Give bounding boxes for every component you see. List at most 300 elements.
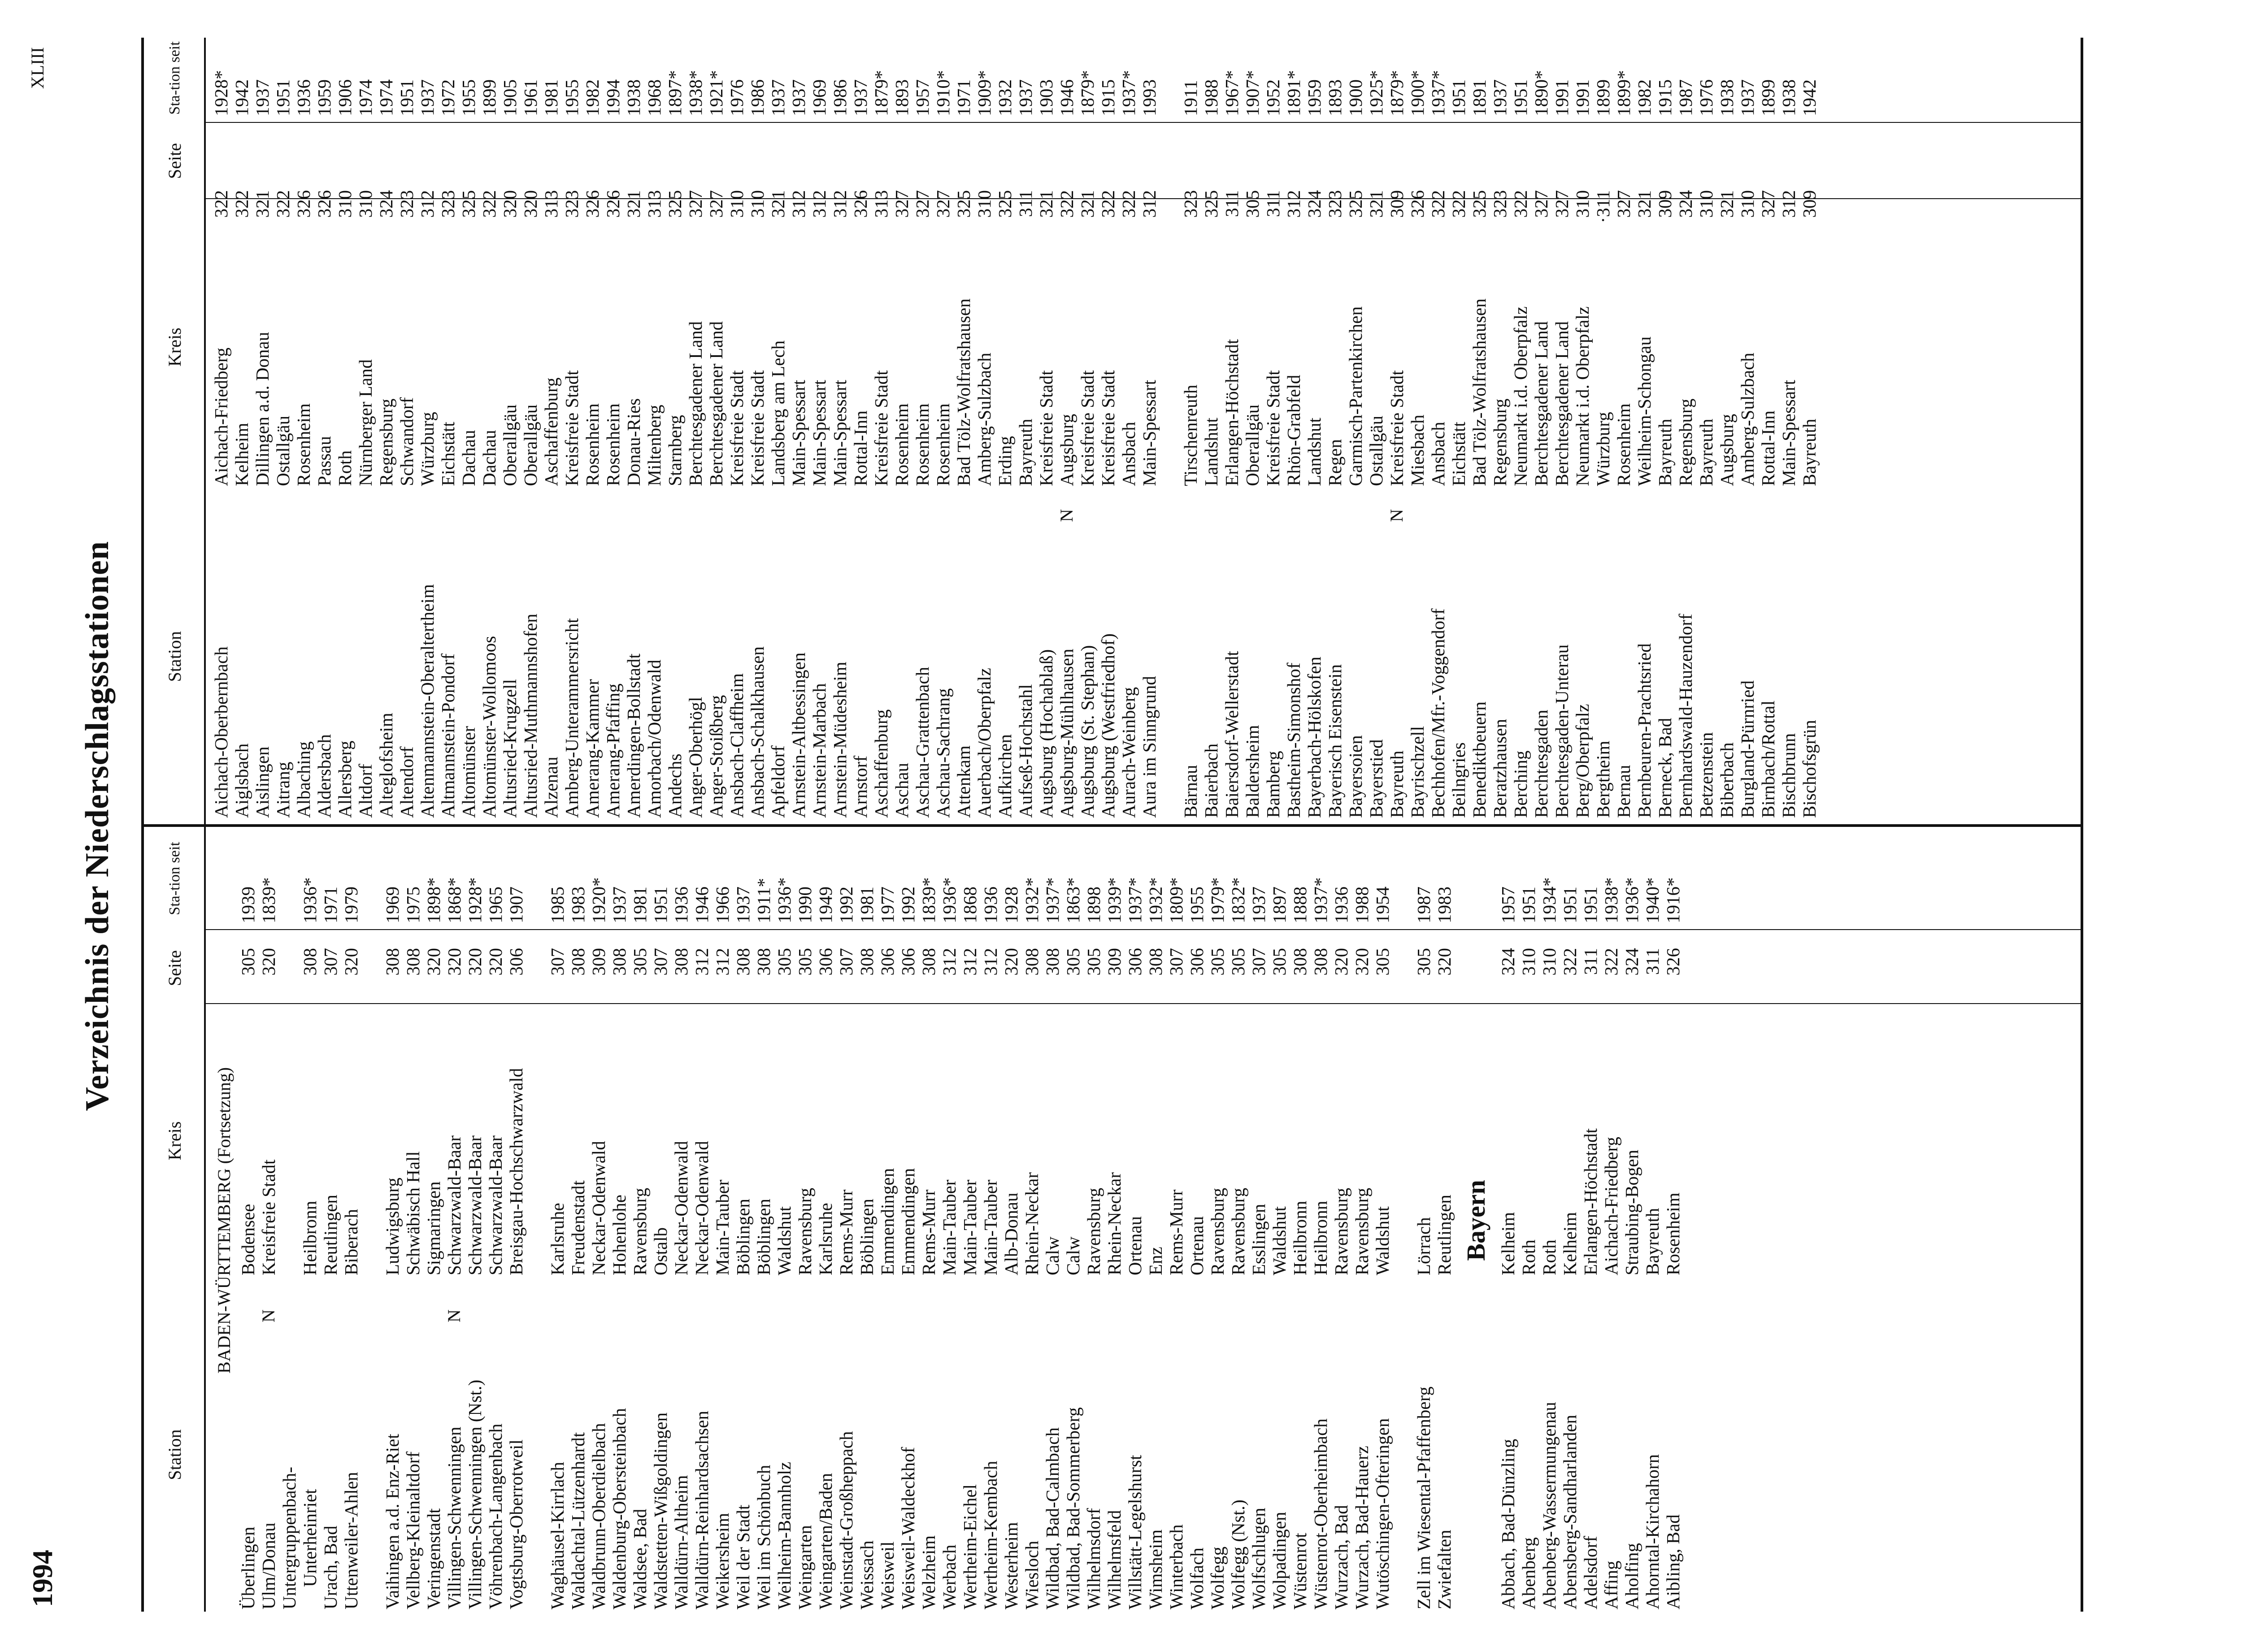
kreis-name: Esslingen — [1248, 1204, 1269, 1275]
seite-value: 324 — [1621, 948, 1642, 976]
seite-value: 311 — [1580, 948, 1601, 975]
table-row — [1593, 38, 1613, 818]
station-seit-value: 1937 — [1737, 79, 1758, 116]
kreis-name: Neckar-Odenwald — [588, 1141, 609, 1275]
station-seit-value: 1915 — [1098, 79, 1118, 116]
kreis-name: Ravensburg — [1207, 1187, 1228, 1275]
station-seit-value: 1991 — [1572, 79, 1593, 116]
station-seit-value: 1898* — [423, 877, 444, 923]
kreis-name: Berchtesgadener Land — [1551, 321, 1572, 486]
station-name: Wurzach, Bad-Hauerz — [1351, 1446, 1372, 1609]
seite-value: 306 — [815, 948, 836, 976]
kreis-name: Rems-Murr — [836, 1189, 856, 1275]
station-name: Berching — [1510, 750, 1531, 818]
station-seit-value: 1969 — [809, 79, 830, 116]
table-row — [273, 38, 293, 818]
station-name: Altenmannstein-Oberaltertheim — [417, 584, 438, 818]
kreis-name: Rottal-Inn — [1758, 410, 1778, 486]
seite-value: 321 — [1036, 190, 1056, 218]
kreis-name: Regen — [1325, 439, 1345, 486]
station-name: Bernhardswald-Hauzendorf — [1675, 613, 1696, 818]
table-row — [252, 38, 273, 818]
station-name: Zell im Wiesental-Pfaffenberg — [1413, 1386, 1434, 1609]
station-seit-value: 1868* — [444, 877, 465, 923]
station-name: Affing — [1601, 1561, 1621, 1609]
kreis-name: Rosenheim — [603, 403, 623, 486]
kreis-name: Calw — [1042, 1236, 1063, 1275]
station-seit-value: 1936* — [939, 877, 960, 923]
kreis-name: Ravensburg — [1331, 1187, 1351, 1275]
seite-value: 325 — [1469, 190, 1490, 218]
station-name: Westerheim — [1001, 1522, 1021, 1609]
table-row — [960, 831, 980, 1609]
seite-value: 322 — [231, 190, 252, 218]
table-row — [458, 38, 479, 818]
table-row — [1601, 831, 1621, 1609]
station-name: Villingen-Schwenningen (Nst.) — [465, 1379, 485, 1609]
table-row — [355, 38, 376, 818]
table-row — [1036, 38, 1056, 818]
col-header-kreis-right: Kreis — [165, 327, 185, 367]
table-row — [995, 38, 1015, 818]
seite-value: 308 — [1310, 948, 1331, 976]
kreis-name: Ravensburg — [795, 1187, 815, 1275]
station-name: Bergtheim — [1593, 740, 1613, 818]
table-row — [500, 38, 520, 818]
table-row — [1560, 831, 1580, 1609]
station-name: Villingen-Schwenningen — [444, 1426, 465, 1609]
seite-value: 312 — [712, 948, 733, 976]
seite-value: 305 — [1372, 948, 1393, 976]
station-seit-value: 1951 — [1510, 79, 1531, 116]
station-seit-value: 1936* — [1621, 877, 1642, 923]
seite-value: 326 — [1663, 948, 1683, 976]
kreis-name: Kreisfreie Stadt — [561, 370, 582, 486]
station-seit-value: 1903 — [1036, 79, 1056, 116]
seite-value: 324 — [1675, 190, 1696, 218]
kreis-name: Freudenstadt — [568, 1180, 588, 1275]
table-row — [726, 38, 747, 818]
table-row — [465, 831, 485, 1609]
station-name: Bayerbach-Hölskofen — [1304, 656, 1325, 818]
table-row — [231, 38, 252, 818]
kreis-name: Eichstätt — [1448, 422, 1469, 486]
seite-value: 321 — [623, 190, 644, 218]
table-row — [712, 831, 733, 1609]
station-name: Wiesloch — [1021, 1540, 1042, 1609]
station-name: Vöhrenbach-Langenbach — [485, 1423, 506, 1609]
kreis-name: Rhein-Neckar — [1021, 1172, 1042, 1275]
seite-value: 308 — [1021, 948, 1042, 976]
seite-value: 307 — [1166, 948, 1186, 976]
seite-value: 310 — [335, 190, 355, 218]
table-row — [335, 38, 355, 818]
table-row — [1207, 831, 1228, 1609]
table-row — [561, 38, 582, 818]
table-row — [933, 38, 953, 818]
station-name: Wolfschlugen — [1248, 1508, 1269, 1609]
table-row — [609, 831, 630, 1609]
kreis-name: Roth — [1518, 1239, 1539, 1275]
kreis-name: Böblingen — [753, 1199, 774, 1275]
station-name: Wüstenrot-Oberheimbach — [1310, 1418, 1331, 1609]
kreis-name: Rems-Murr — [918, 1189, 939, 1275]
seite-value: 311 — [1263, 190, 1283, 217]
seite-value: 327 — [685, 190, 706, 218]
table-row — [1642, 831, 1663, 1609]
station-seit-value: 1951 — [650, 887, 671, 923]
station-name: Altmannstein-Pondorf — [438, 653, 458, 818]
station-name: Wildbad, Bad-Calmbach — [1042, 1427, 1063, 1609]
kreis-name: Aichach-Friedberg — [211, 348, 231, 486]
table-row — [376, 38, 396, 818]
station-name: Benediktbeuern — [1469, 701, 1490, 818]
station-seit-value: 1937 — [1015, 79, 1036, 116]
table-row — [1098, 38, 1118, 818]
station-seit-value: 1967* — [1221, 70, 1242, 116]
kreis-name: Kreisfreie Stadt — [871, 370, 891, 486]
kreis-name: Oberallgäu — [500, 404, 520, 486]
kreis-name: Emmendingen — [898, 1168, 918, 1275]
station-name: Waldbrunn-Oberdielbach — [588, 1423, 609, 1609]
table-row — [768, 38, 788, 818]
station-seit-value: 1988 — [1351, 887, 1372, 923]
seite-value: 322 — [1118, 190, 1139, 218]
table-row — [506, 831, 526, 1609]
table-row — [1580, 831, 1601, 1609]
kreis-name: Rosenheim — [293, 403, 314, 486]
kreis-name: Biberach — [341, 1209, 361, 1275]
kreis-name: Landshut — [1304, 417, 1325, 486]
station-name: Vellberg-Kleinaltdorf — [403, 1451, 423, 1609]
kreis-name: Ostallgäu — [1366, 415, 1386, 486]
seite-value: 312 — [809, 190, 830, 218]
station-name: Ahorntal-Kirchahorn — [1642, 1454, 1663, 1609]
station-name: Weil im Schönbuch — [753, 1465, 774, 1609]
station-name: Waldachtal-Lützenhardt — [568, 1432, 588, 1609]
station-name: Veringenstadt — [423, 1508, 444, 1609]
kreis-name: Rosenheim — [912, 403, 933, 486]
table-row — [1539, 831, 1560, 1609]
table-row — [547, 831, 568, 1609]
station-seit-value: 1936 — [1331, 887, 1351, 923]
kreis-name: Würzburg — [1593, 412, 1613, 486]
table-row — [1407, 38, 1428, 818]
station-name: Zwiefalten — [1434, 1530, 1455, 1609]
station-seit-value: 1938* — [685, 70, 706, 116]
seite-value: 320 — [444, 948, 465, 976]
seite-value: 320 — [465, 948, 485, 976]
station-seit-value: 1937 — [252, 79, 273, 116]
station-seit-value: 1937* — [1042, 877, 1063, 923]
station-seit-value: 1979 — [341, 887, 361, 923]
seite-value: 307 — [320, 948, 341, 976]
table-row — [1125, 831, 1145, 1609]
kreis-name: Ravensburg — [1083, 1187, 1104, 1275]
station-seit-value: 1900 — [1345, 79, 1366, 116]
table-row — [974, 38, 995, 818]
table-row — [1613, 38, 1634, 818]
table-row — [1778, 38, 1799, 818]
seite-value: 327 — [1531, 190, 1551, 218]
table-row — [1310, 831, 1331, 1609]
table-row — [1021, 831, 1042, 1609]
station-seit-value: 1915 — [1655, 79, 1675, 116]
table-row — [382, 831, 403, 1609]
table-row — [314, 38, 335, 818]
kreis-name: Main-Spessart — [809, 380, 830, 486]
kreis-name: Amberg-Sulzbach — [1737, 352, 1758, 486]
table-row — [1077, 38, 1098, 818]
station-name: Weingarten/Baden — [815, 1473, 836, 1609]
table-row — [1531, 38, 1551, 818]
kreis-name: Kreisfreie Stadt — [1263, 370, 1283, 486]
station-name: Bastheim-Simonshof — [1283, 662, 1304, 818]
kreis-name: Lörrach — [1413, 1217, 1434, 1275]
station-seit-value: 1937 — [609, 887, 630, 923]
table-row — [1498, 831, 1518, 1609]
table-row — [623, 38, 644, 818]
section-title-bayern: Bayern — [1461, 1180, 1490, 1261]
station-name: Urach, Bad — [320, 1526, 341, 1609]
station-seit-value: 1937 — [1248, 887, 1269, 923]
col-header-kreis-left: Kreis — [165, 1121, 185, 1161]
kreis-name: Main-Tauber — [980, 1179, 1001, 1275]
kreis-name: Ravensburg — [1228, 1187, 1248, 1275]
seite-value: 323 — [438, 190, 458, 218]
kreis-name: Schwarzwald-Baar — [444, 1135, 465, 1275]
kreis-name: Hohenlohe — [609, 1195, 630, 1275]
station-seit-value: 1899* — [1613, 70, 1634, 116]
station-seit-value: 1928* — [465, 877, 485, 923]
station-name: Weil der Stadt — [733, 1504, 753, 1609]
station-seit-value: 1966 — [712, 887, 733, 923]
kreis-name: Starnberg — [665, 415, 685, 486]
station-seit-value: 1977 — [877, 887, 898, 923]
kreis-name: Schwäbisch Hall — [403, 1151, 423, 1275]
table-row — [1083, 831, 1104, 1609]
seite-value: 308 — [568, 948, 588, 976]
station-seit-value: 1839* — [258, 877, 279, 923]
station-seit-value: 1906 — [335, 79, 355, 116]
seite-value: 305 — [1269, 948, 1290, 976]
seite-value: 312 — [417, 190, 438, 218]
station-name: Aura im Sinngrund — [1139, 676, 1160, 818]
seite-value: 312 — [960, 948, 980, 976]
seite-value: 305 — [795, 948, 815, 976]
table-row — [1221, 38, 1242, 818]
kreis-name: Ansbach — [1118, 422, 1139, 486]
station-name: Willstätt-Legelshurst — [1125, 1455, 1145, 1609]
station-name: Vogtsburg-Oberrotweil — [506, 1439, 526, 1609]
station-seit-value: 1839* — [918, 877, 939, 923]
station-seit-value: 1899 — [479, 79, 500, 116]
station-name: Ansbach-Schalkhausen — [747, 646, 768, 818]
kreis-name: Waldshut — [774, 1206, 795, 1275]
kreis-name: Augsburg — [1716, 414, 1737, 486]
column-divider — [141, 824, 2083, 827]
station-name: Altusried-Muthmannshofen — [520, 613, 541, 818]
seite-value: 308 — [403, 948, 423, 976]
kreis-name: Neumarkt i.d. Oberpfalz — [1510, 306, 1531, 486]
station-seit-value: 1905 — [500, 79, 520, 116]
table-row — [1510, 38, 1531, 818]
station-seit-value: 1981 — [856, 887, 877, 923]
station-seit-value: 1974 — [355, 79, 376, 116]
table-row — [665, 38, 685, 818]
seite-value: 326 — [1407, 190, 1428, 218]
seite-value: 327 — [1551, 190, 1572, 218]
station-seit-value: 1936 — [980, 887, 1001, 923]
station-seit-value: 1988 — [1201, 79, 1221, 116]
seite-value: 308 — [1042, 948, 1063, 976]
table-row — [588, 831, 609, 1609]
table-row — [795, 831, 815, 1609]
kreis-name: Berchtesgadener Land — [706, 321, 726, 486]
table-row — [1696, 38, 1716, 818]
kreis-name: Aschaffenburg — [541, 377, 561, 486]
page-number: XLIII — [27, 47, 48, 89]
station-seit-value: 1868 — [960, 887, 980, 923]
station-seit-value: 1936* — [774, 877, 795, 923]
station-seit-value: 1971 — [320, 887, 341, 923]
seite-value: 325 — [953, 190, 974, 218]
station-name: Wolfegg (Nst.) — [1228, 1500, 1248, 1609]
group-spacer — [361, 831, 382, 1609]
station-seit-value: 1897 — [1269, 887, 1290, 923]
kreis-name: Bodensee — [238, 1204, 258, 1275]
station-seit-value: 1987 — [1675, 79, 1696, 116]
kreis-name: Enz — [1145, 1247, 1166, 1275]
station-name: Berneck, Bad — [1655, 717, 1675, 818]
station-name: Attenkam — [953, 745, 974, 818]
station-name: Bechhofen/Mfr.-Voggendorf — [1428, 608, 1448, 818]
station-seit-value: 1936 — [293, 79, 314, 116]
seite-value: 320 — [1331, 948, 1351, 976]
seite-value: 306 — [877, 948, 898, 976]
col-header-seite-right: Seite — [165, 143, 185, 179]
table-row — [871, 38, 891, 818]
station-name: Albaching — [293, 741, 314, 818]
station-seit-value: 1897* — [665, 70, 685, 116]
kreis-name: Kreisfreie Stadt — [747, 370, 768, 486]
seite-value: 320 — [258, 948, 279, 976]
table-row — [1448, 38, 1469, 818]
station-name: Weissach — [856, 1540, 877, 1609]
kreis-name: Erlangen-Höchstadt — [1221, 339, 1242, 486]
table-row — [1331, 831, 1351, 1609]
kreis-name: Schwarzwald-Baar — [485, 1135, 506, 1275]
seite-value: 309 — [1104, 948, 1125, 976]
col-header-seit-left: Sta-tion seit — [166, 842, 183, 915]
station-name: Altendorf — [396, 746, 417, 818]
station-seit-value: 1975 — [403, 887, 423, 923]
station-name: Bischbrunn — [1778, 733, 1799, 818]
table-row — [830, 38, 850, 818]
seite-value: 308 — [753, 948, 774, 976]
table-row — [1655, 38, 1675, 818]
table-row — [403, 831, 423, 1609]
table-row — [877, 831, 898, 1609]
table-row — [1572, 38, 1593, 818]
seite-value: 327 — [706, 190, 726, 218]
seite-value: 305 — [1083, 948, 1104, 976]
table-row — [293, 38, 314, 818]
table-row — [300, 831, 320, 1609]
n-marker: N — [258, 1309, 278, 1322]
kreis-name: Main-Tauber — [960, 1179, 980, 1275]
station-name: Allersberg — [335, 740, 355, 818]
col-header-station-left: Station — [165, 1429, 185, 1480]
station-name: Bernbeuren-Prachtsried — [1634, 643, 1655, 818]
station-name: Bärnau — [1180, 765, 1201, 818]
table-row — [1428, 38, 1448, 818]
station-name: Beratzhausen — [1490, 719, 1510, 818]
kreis-name: Passau — [314, 436, 335, 486]
station-seit-value: 1937 — [788, 79, 809, 116]
kreis-name: Main-Spessart — [830, 380, 850, 486]
station-seit-value: 1974 — [376, 79, 396, 116]
kreis-name: Kreisfreie Stadt — [1036, 370, 1056, 486]
kreis-name: Rottal-Inn — [850, 410, 871, 486]
kreis-name: Kelheim — [1560, 1212, 1580, 1275]
station-name: Bischofsgrün — [1799, 720, 1820, 818]
station-seit-value: 1957 — [912, 79, 933, 116]
kreis-name: Neumarkt i.d. Oberpfalz — [1572, 306, 1593, 486]
station-name: Weingarten — [795, 1525, 815, 1609]
seite-value: 313 — [541, 190, 561, 218]
seite-value: 308 — [609, 948, 630, 976]
table-row — [1304, 38, 1325, 818]
table-row — [582, 38, 603, 818]
station-name: Wüstenrot — [1290, 1533, 1310, 1609]
station-seit-value: 1983 — [568, 887, 588, 923]
table-row — [1413, 831, 1434, 1609]
station-seit-value: 1951 — [1448, 79, 1469, 116]
seite-value: 309 — [1655, 190, 1675, 218]
table-row — [809, 38, 830, 818]
kreis-name: Ostallgäu — [273, 415, 293, 486]
seite-value: 306 — [1186, 948, 1207, 976]
seite-value: 324 — [1304, 190, 1325, 218]
seite-value: 306 — [1125, 948, 1145, 976]
table-row — [568, 831, 588, 1609]
station-seit-value: 1937 — [850, 79, 871, 116]
seite-value: 310 — [1737, 190, 1758, 218]
station-name: Berchtesgaden-Unterau — [1551, 644, 1572, 818]
seite-value: 320 — [1434, 948, 1455, 976]
kreis-name: Dachau — [458, 430, 479, 486]
station-name: Aufseß-Hochstahl — [1015, 684, 1036, 818]
table-row — [774, 831, 795, 1609]
station-seit-value: 1938* — [1601, 877, 1621, 923]
station-seit-value: 1986 — [830, 79, 850, 116]
station-seit-value: 1939 — [238, 887, 258, 923]
station-name: Alzenau — [541, 756, 561, 818]
seite-value: 311 — [1015, 190, 1036, 217]
station-seit-value: 1937* — [1118, 70, 1139, 116]
station-name: Weisweil — [877, 1541, 898, 1609]
page-title: Verzeichnis der Niederschlagsstationen — [79, 541, 116, 1111]
station-seit-value: 1937* — [1428, 70, 1448, 116]
seite-value: 305 — [238, 948, 258, 976]
station-seit-value: 1938 — [1716, 79, 1737, 116]
table-row — [1799, 38, 1820, 818]
kreis-name: Regensburg — [1490, 398, 1510, 486]
seite-value: 321 — [768, 190, 788, 218]
kreis-name: Bayreuth — [1696, 418, 1716, 486]
station-name: Aschau-Sachrang — [933, 688, 953, 818]
